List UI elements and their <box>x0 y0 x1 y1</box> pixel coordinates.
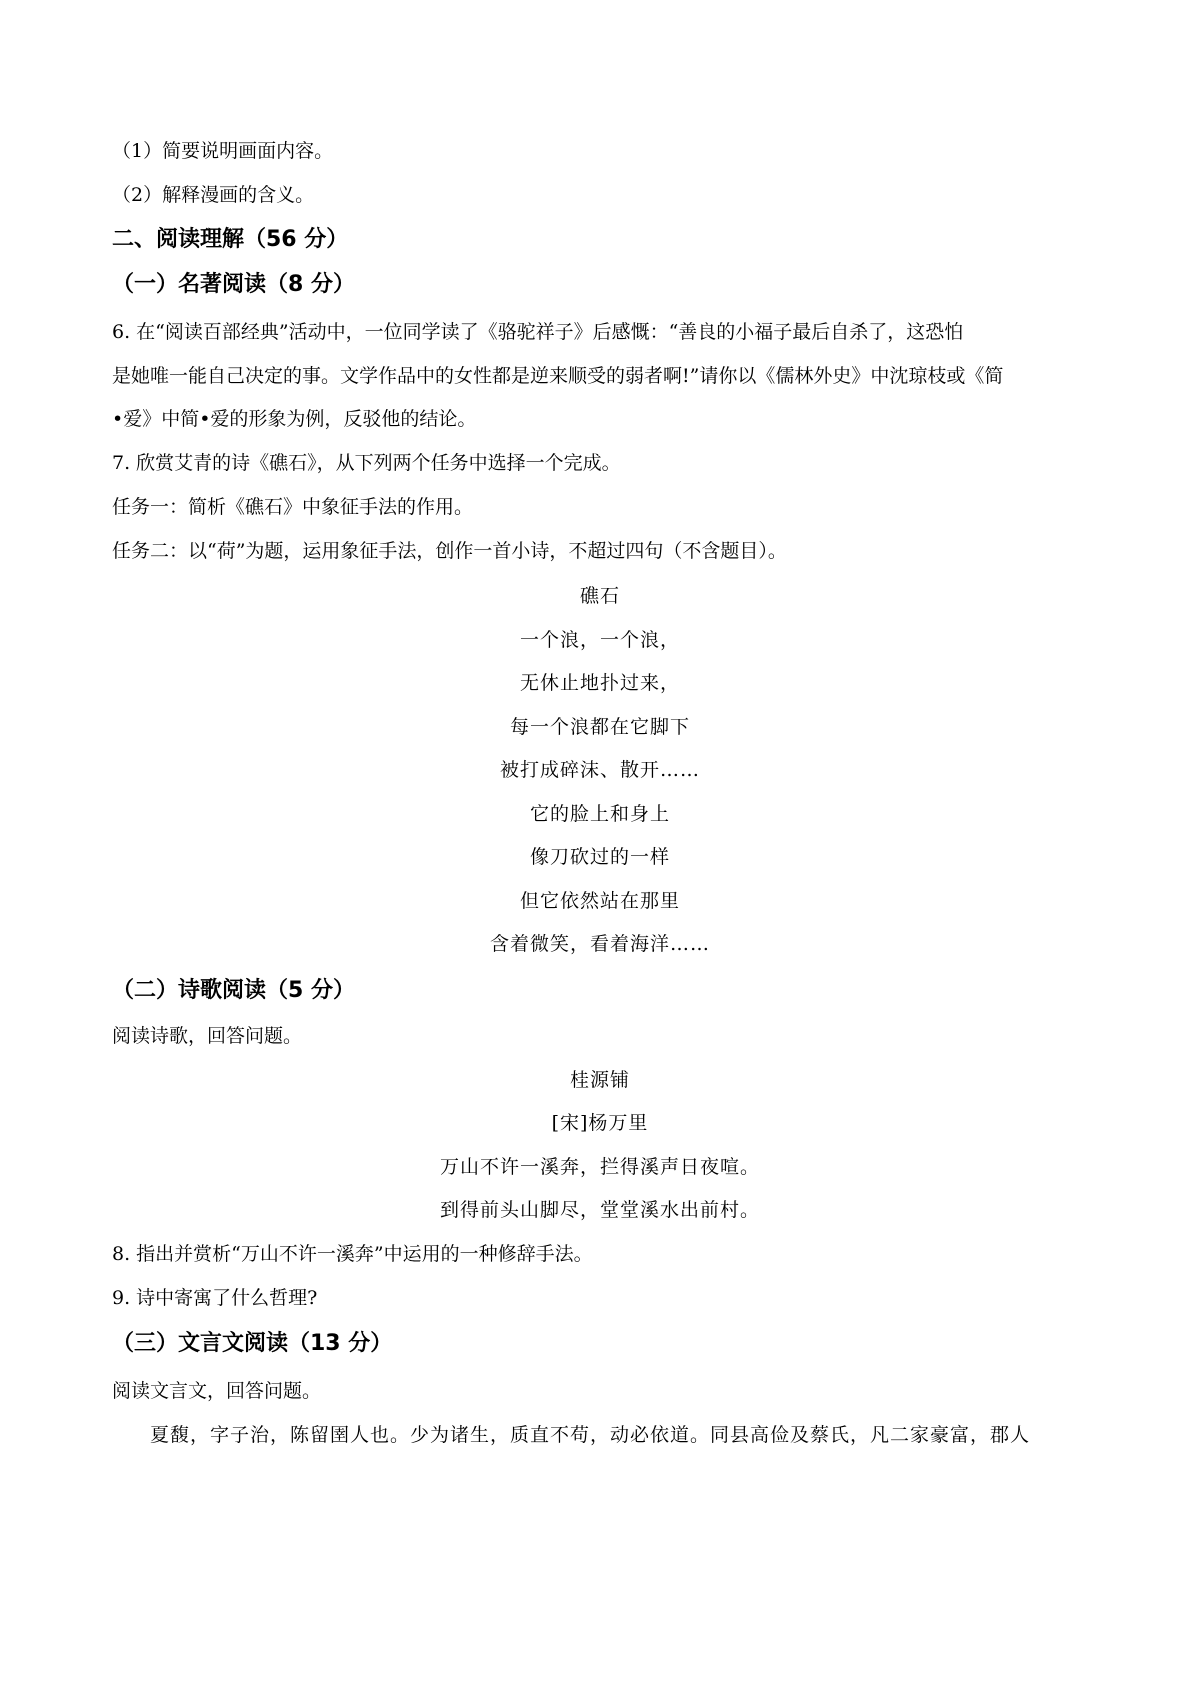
section-heading: 二、阅读理解（56 分） <box>112 227 349 252</box>
part-heading-classics: （一）名著阅读（8 分） <box>112 272 355 297</box>
poem-line: 被打成碎沫、散开…… <box>499 759 700 781</box>
poem-line: 无休止地扑过来， <box>519 672 680 694</box>
question-6-line-1: 6. 在“阅读百部经典”活动中，一位同学读了《骆驼祥子》后感慨：“善良的小福子最后自杀了，这恐怕 <box>112 321 964 343</box>
question-9: 9. 诗中寄寓了什么哲理? <box>112 1287 318 1309</box>
poem-line: 万山不许一溪奔，拦得溪声日夜喧。 <box>439 1156 760 1178</box>
poem-title-guiyuanpu: 桂源铺 <box>569 1069 630 1091</box>
poem-author: [宋]杨万里 <box>551 1112 649 1134</box>
poem-line: 一个浪，一个浪， <box>519 629 680 651</box>
poem-line: 它的脸上和身上 <box>529 803 670 825</box>
question-6-line-3: •爱》中简•爱的形象为例，反驳他的结论。 <box>112 408 477 430</box>
poem-line: 像刀砍过的一样 <box>529 846 670 868</box>
poem-title-reef: 礁石 <box>579 585 620 607</box>
poem-line: 每一个浪都在它脚下 <box>509 716 690 738</box>
poetry-intro: 阅读诗歌，回答问题。 <box>112 1025 303 1047</box>
question-8: 8. 指出并赏析“万山不许一溪奔”中运用的一种修辞手法。 <box>112 1243 593 1265</box>
question-sub-1: （1）简要说明画面内容。 <box>112 140 334 162</box>
task-two: 任务二：以“荷”为题，运用象征手法，创作一首小诗，不超过四句（不含题目）。 <box>112 540 787 562</box>
question-6-line-2: 是她唯一能自己决定的事。文学作品中的女性都是逆来顺受的弱者啊!”请你以《儒林外史》中沈琼枝或《简 <box>112 365 1004 387</box>
poem-line: 含着微笑，看着海洋…… <box>489 933 710 955</box>
poem-line: 到得前头山脚尽，堂堂溪水出前村。 <box>439 1199 760 1221</box>
question-7: 7. 欣赏艾青的诗《礁石》，从下列两个任务中选择一个完成。 <box>112 452 621 474</box>
classical-intro: 阅读文言文，回答问题。 <box>112 1380 322 1402</box>
part-heading-poetry: （二）诗歌阅读（5 分） <box>112 978 355 1003</box>
task-one: 任务一：简析《礁石》中象征手法的作用。 <box>112 496 474 518</box>
part-heading-classical-chinese: （三）文言文阅读（13 分） <box>112 1331 393 1356</box>
classical-passage-line-1: 夏馥，字子治，陈留圉人也。少为诸生，质直不苟，动必依道。同县高俭及蔡氏，凡二家豪富，郡人 <box>150 1424 1031 1446</box>
poem-line: 但它依然站在那里 <box>519 890 680 912</box>
question-sub-2: （2）解释漫画的含义。 <box>112 184 315 206</box>
